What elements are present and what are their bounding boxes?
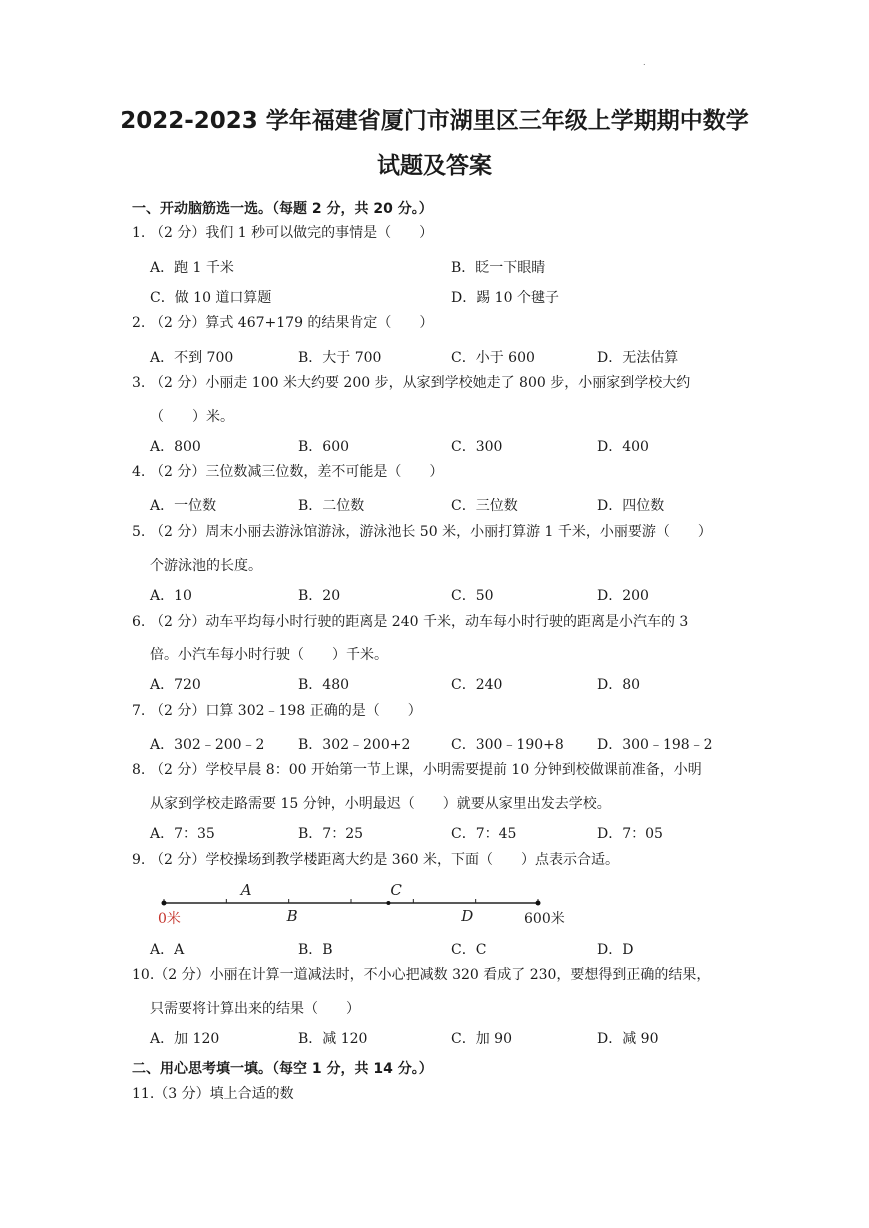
option-b: B．600 bbox=[298, 439, 350, 455]
option-b: B．480 bbox=[298, 677, 350, 693]
number-line-end-dot bbox=[536, 901, 541, 906]
option-c: C．300﹣190+8 bbox=[451, 737, 564, 753]
option-a: A．跑 1 千米 bbox=[150, 260, 234, 276]
question-text: （2 分）动车平均每小时行驶的距离是 240 千米，动车每小时行驶的距离是小汽车的 3 bbox=[150, 614, 689, 630]
option-a: A．不到 700 bbox=[150, 350, 234, 366]
number-line-end-label: 600米 bbox=[524, 911, 565, 927]
question-continuation: 个游泳池的长度。 bbox=[150, 558, 262, 574]
option-d: D．400 bbox=[597, 439, 649, 455]
question-continuation: 倍。小汽车每小时行驶（ ）千米。 bbox=[150, 647, 388, 663]
question-5 bbox=[132, 518, 712, 547]
question-3 bbox=[132, 369, 690, 398]
question-text: （2 分）学校操场到教学楼距离大约是 360 米，下面（ ）点表示合适。 bbox=[150, 852, 619, 868]
question-6 bbox=[132, 608, 688, 637]
number-line-start-dot bbox=[162, 901, 167, 906]
question-text: （2 分）小丽在计算一道减法时，不小心把减数 320 看成了 230，要想得到正确的结果， bbox=[154, 967, 711, 983]
question-number: 4. bbox=[132, 464, 146, 480]
option-b: B．减 120 bbox=[298, 1031, 368, 1047]
question-text: （2 分）周末小丽去游泳馆游泳，游泳池长 50 米，小丽打算游 1 千米，小丽要游（ ） bbox=[150, 524, 712, 540]
number-line-point-label: C bbox=[390, 881, 402, 899]
question-number: 2. bbox=[132, 315, 146, 331]
question-text: （2 分）小丽走 100 米大约要 200 步，从家到学校她走了 800 步，小丽家到学校大约 bbox=[150, 375, 691, 391]
question-number: 5. bbox=[132, 524, 146, 540]
option-b: B．大于 700 bbox=[298, 350, 382, 366]
question-number: 11. bbox=[132, 1086, 155, 1102]
option-b: B．302﹣200+2 bbox=[298, 737, 411, 753]
option-d: D．200 bbox=[597, 588, 649, 604]
question-continuation: （ ）米。 bbox=[150, 409, 234, 425]
option-d: D．踢 10 个毽子 bbox=[451, 290, 559, 306]
option-b: B．7：25 bbox=[298, 826, 364, 842]
option-c: C．7：45 bbox=[451, 826, 517, 842]
option-a: A．720 bbox=[150, 677, 201, 693]
option-c: C．50 bbox=[451, 588, 494, 604]
number-line-point-label: B bbox=[286, 907, 298, 925]
number-line-point-label: D bbox=[461, 907, 474, 925]
option-a: A．7：35 bbox=[150, 826, 215, 842]
page-mark: . bbox=[643, 58, 646, 67]
section-1-heading: 一、开动脑筋选一选。（每题 2 分，共 20 分。） bbox=[132, 201, 433, 217]
question-1 bbox=[132, 219, 433, 248]
question-number: 6. bbox=[132, 614, 146, 630]
question-number: 10. bbox=[132, 967, 155, 983]
question-text: （2 分）我们 1 秒可以做完的事情是（ ） bbox=[150, 225, 434, 241]
doc-title-line2: 试题及答案 bbox=[377, 153, 492, 179]
question-text: （2 分）三位数减三位数，差不可能是（ ） bbox=[150, 464, 444, 480]
option-b: B．眨一下眼睛 bbox=[451, 260, 546, 276]
section-2-heading: 二、用心思考填一填。（每空 1 分，共 14 分。） bbox=[132, 1061, 433, 1077]
option-a bbox=[150, 939, 184, 959]
option-c: C．三位数 bbox=[451, 498, 518, 514]
option-a: A．一位数 bbox=[150, 498, 217, 514]
question-text: （2 分）算式 467+179 的结果肯定（ ） bbox=[150, 315, 434, 331]
question-number: 8. bbox=[132, 762, 146, 778]
option-d: D．7：05 bbox=[597, 826, 663, 842]
option-d: D．300﹣198﹣2 bbox=[597, 737, 713, 753]
number-line-point-label: A bbox=[240, 881, 252, 899]
question-continuation: 只需要将计算出来的结果（ ） bbox=[150, 1001, 360, 1017]
option-b-text: B．B bbox=[298, 942, 333, 958]
option-c: C．240 bbox=[451, 677, 503, 693]
option-b: B．二位数 bbox=[298, 498, 365, 514]
question-number: 9. bbox=[132, 852, 146, 868]
option-d: D．无法估算 bbox=[597, 350, 679, 366]
option-c-text: C．C bbox=[451, 942, 487, 958]
option-c: C．加 90 bbox=[451, 1031, 512, 1047]
question-number: 7. bbox=[132, 703, 146, 719]
question-text: （2 分）学校早晨 8：00 开始第一节上课，小明需要提前 10 分钟到校做课前准备，小明 bbox=[150, 762, 702, 778]
option-c: C．300 bbox=[451, 439, 503, 455]
question-10 bbox=[132, 961, 710, 990]
number-line-point-c-dot bbox=[386, 901, 390, 905]
option-d: D．减 90 bbox=[597, 1031, 659, 1047]
option-d-text: D．D bbox=[597, 942, 634, 958]
number-line-start-label: 0米 bbox=[158, 911, 181, 927]
number-line-marks bbox=[158, 881, 565, 927]
number-line-figure bbox=[150, 876, 570, 928]
option-a: A．302﹣200﹣2 bbox=[150, 737, 265, 753]
question-9 bbox=[132, 846, 619, 875]
question-7 bbox=[132, 697, 422, 726]
question-text: （2 分）口算 302﹣198 正确的是（ ） bbox=[150, 703, 422, 719]
option-a-text: A．A bbox=[150, 942, 185, 958]
question-11 bbox=[132, 1080, 294, 1109]
question-text: （3 分）填上合适的数 bbox=[154, 1086, 294, 1102]
option-d: D．四位数 bbox=[597, 498, 665, 514]
question-number: 3. bbox=[132, 375, 146, 391]
option-d bbox=[597, 939, 633, 959]
question-4 bbox=[132, 458, 443, 487]
option-c bbox=[451, 939, 486, 959]
option-c: C．做 10 道口算题 bbox=[150, 290, 272, 306]
question-continuation: 从家到学校走路需要 15 分钟，小明最迟（ ）就要从家里出发去学校。 bbox=[150, 796, 611, 812]
option-a: A．加 120 bbox=[150, 1031, 220, 1047]
option-d: D．80 bbox=[597, 677, 641, 693]
option-a: A．800 bbox=[150, 439, 201, 455]
doc-title-line1: 2022-2023 学年福建省厦门市湖里区三年级上学期期中数学 bbox=[120, 108, 749, 134]
question-8 bbox=[132, 756, 702, 785]
option-c: C．小于 600 bbox=[451, 350, 535, 366]
question-2 bbox=[132, 309, 433, 338]
option-b bbox=[298, 939, 333, 959]
option-b: B．20 bbox=[298, 588, 341, 604]
question-number: 1. bbox=[132, 225, 146, 241]
option-a: A．10 bbox=[150, 588, 192, 604]
